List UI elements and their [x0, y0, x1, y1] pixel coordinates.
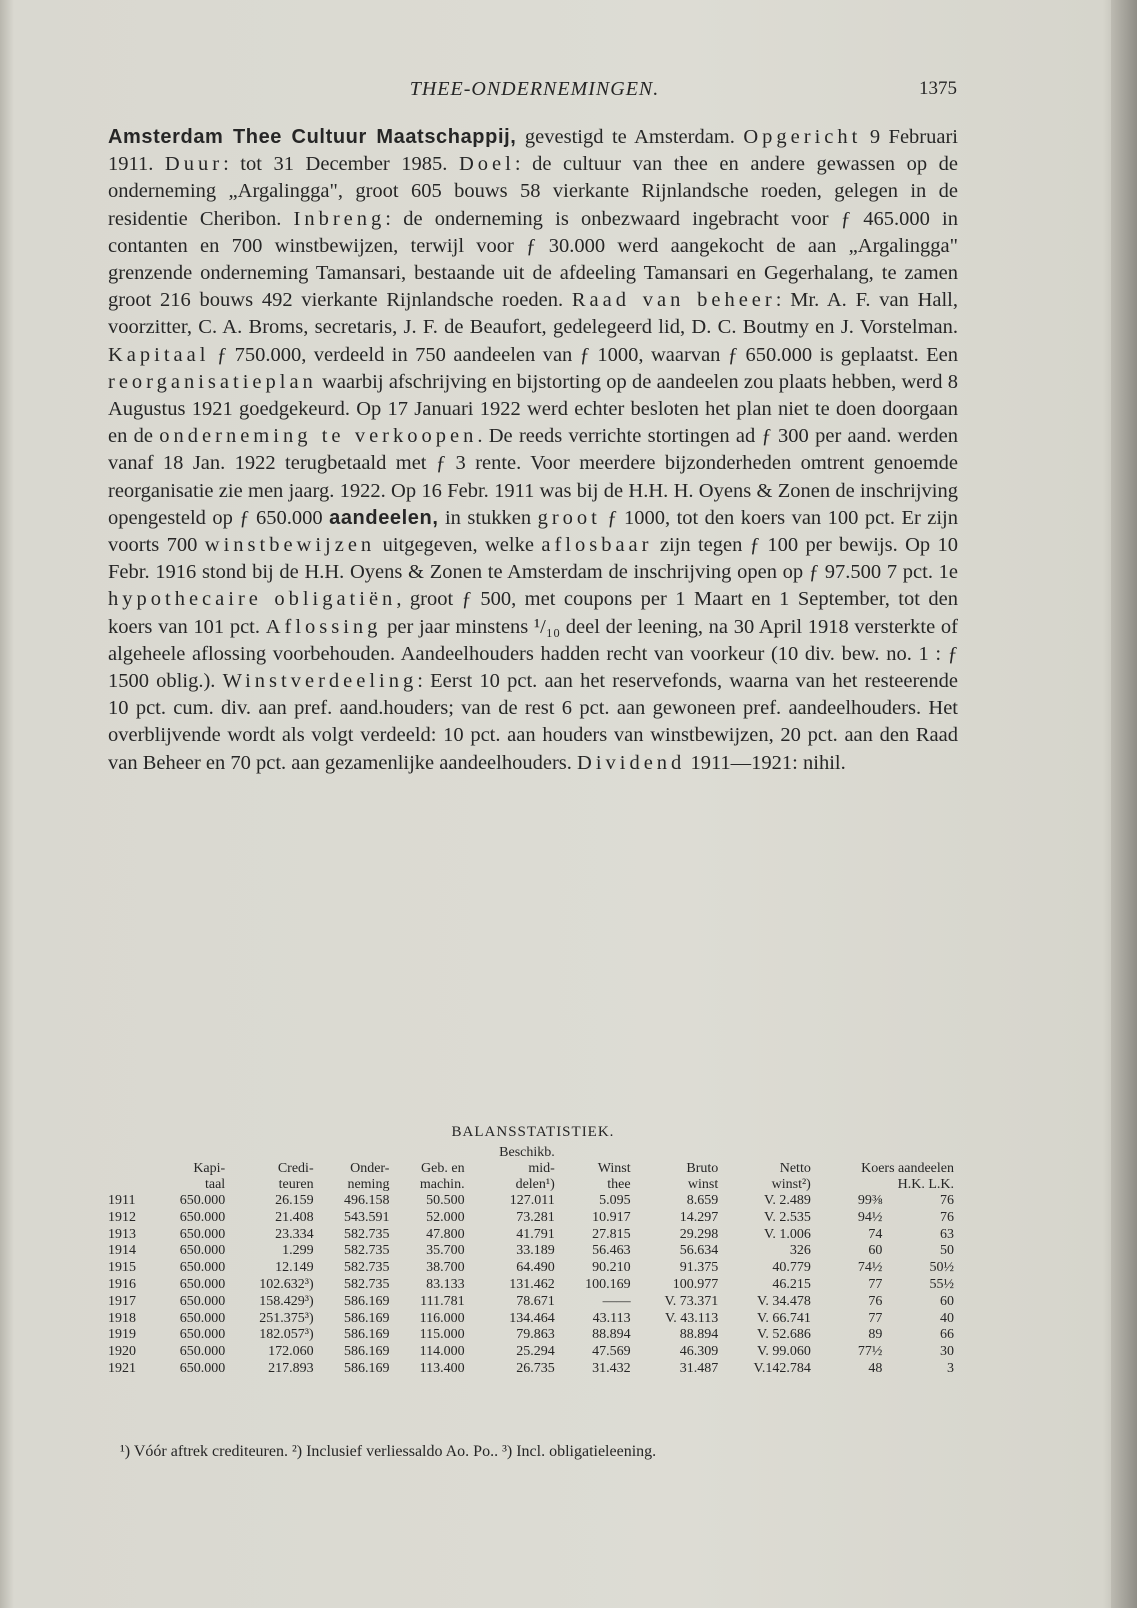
- table-cell: 89: [868, 1327, 883, 1343]
- table-cell: 23.334: [275, 1226, 314, 1242]
- spaced-keyword: Inbreng: [293, 207, 386, 230]
- table-cell: 127.011: [509, 1193, 555, 1208]
- table-row: [108, 1294, 958, 1311]
- table-cell: 586.169: [343, 1344, 390, 1360]
- table-cell: 114.000: [419, 1344, 465, 1360]
- table-cell: 31.487: [679, 1360, 719, 1376]
- table-cell: 94½: [857, 1209, 883, 1225]
- table-cell: 30: [940, 1344, 954, 1360]
- table-cell: 88.894: [592, 1327, 631, 1343]
- table-cell: V. 1.006: [764, 1226, 811, 1242]
- table-row: [108, 1311, 958, 1328]
- table-cell: 543.591: [343, 1209, 390, 1225]
- table-cell: 76: [940, 1209, 954, 1225]
- table-cell: 29.298: [679, 1226, 719, 1242]
- table-row: [108, 1344, 958, 1361]
- table-cell: 650.000: [179, 1327, 226, 1343]
- column-header: Geb. en machin.: [419, 1161, 465, 1192]
- table-cell: 582.735: [343, 1260, 390, 1276]
- table-row: [108, 1210, 958, 1227]
- balance-statistics: [108, 1124, 958, 1378]
- table-cell: 3: [947, 1360, 954, 1376]
- table-cell: 79.863: [516, 1327, 555, 1343]
- table-cell: 113.400: [419, 1360, 465, 1376]
- table-cell: 251.375³): [259, 1310, 314, 1326]
- table-cell: 158.429³): [259, 1293, 314, 1309]
- spaced-keyword: Opgericht: [743, 126, 862, 148]
- table-cell: V. 52.686: [757, 1327, 811, 1343]
- table-cell: 131.462: [509, 1276, 555, 1292]
- row-year: 1915: [108, 1260, 136, 1276]
- column-header: Beschikb. mid- delen¹): [499, 1145, 555, 1192]
- spaced-keyword: Duur: [164, 153, 224, 176]
- spaced-keyword: Winstverdeeling: [222, 670, 418, 693]
- table-cell: 60: [940, 1293, 954, 1309]
- paragraph-text: in stukken: [438, 506, 538, 529]
- table-cell: 100.169: [585, 1276, 631, 1292]
- table-cell: 91.375: [679, 1260, 719, 1276]
- table-cell: 650.000: [179, 1243, 226, 1259]
- paragraph-text: per jaar minstens ¹/₁₀ deel der leening, na 30 April 1918 versterkte of algeheele aflossing voorbehouden. Aandeelhouders hadden recht van voorkeur (10 div. bew. no. 1 : ƒ 1500 oblig.).: [108, 615, 958, 693]
- table-cell: 650.000: [179, 1209, 226, 1225]
- table-cell: 650.000: [179, 1226, 226, 1242]
- row-year: 1914: [108, 1243, 136, 1259]
- row-year: 1912: [108, 1209, 136, 1225]
- row-year: 1917: [108, 1293, 136, 1309]
- paragraph-text: ƒ 1000, tot den koers van 100 pct. Er zijn voorts 700: [108, 506, 958, 557]
- spaced-keyword: reorganisatieplan: [108, 370, 317, 393]
- paragraph-text: : de onderneming is onbezwaard ingebracht voor ƒ 465.000 in contanten en 700 winstbewijzen, terwijl voor ƒ 30.000 werd aangekocht de aan „Argalingga" grenzende onderneming Tamansari, bestaande uit de afdeeling Tamansari en Gegerhalang, te zamen groot 216 bouws 492 vierkante Rijnlandsche roeden.: [108, 207, 958, 312]
- table-cell: 650.000: [179, 1344, 226, 1360]
- column-header: Bruto winst: [686, 1161, 719, 1192]
- paragraph-text: : de cultuur van thee en andere gewassen op de onderneming „Argalingga", groot 605 bouws 58 vierkante Rijnlandsche roeden, gelegen in de residentie Cheribon.: [108, 153, 958, 230]
- table-cell: 26.735: [516, 1360, 555, 1376]
- table-cell: 182.057³): [259, 1327, 314, 1343]
- table-cell: 52.000: [426, 1209, 465, 1225]
- table-cell: V. 43.113: [664, 1310, 719, 1326]
- table-cell: 582.735: [343, 1243, 390, 1259]
- column-header: Netto winst²): [771, 1161, 811, 1192]
- company-paragraph: [108, 124, 958, 777]
- table-cell: 14.297: [679, 1209, 719, 1225]
- table-cell: 41.791: [516, 1226, 555, 1242]
- table-cell: 38.700: [426, 1260, 465, 1276]
- paragraph-text: , groot ƒ 500, met coupons per 1 Maart en 1 September, tot den koers van 101 pct.: [108, 588, 959, 638]
- table-row: [108, 1327, 958, 1344]
- table-cell: ——: [602, 1293, 631, 1309]
- table-cell: 586.169: [343, 1360, 390, 1376]
- table-cell: 77½: [857, 1344, 883, 1360]
- table-cell: 26.159: [275, 1193, 314, 1208]
- table-cell: 102.632³): [259, 1276, 314, 1292]
- table-cell: 55½: [929, 1276, 954, 1292]
- table-cell: 40.779: [772, 1260, 811, 1276]
- paragraph-text: uitgegeven, welke: [375, 534, 542, 557]
- column-header: [108, 1145, 153, 1193]
- table-cell: 650.000: [179, 1360, 226, 1376]
- table-cell: V.142.784: [753, 1360, 811, 1376]
- spaced-keyword: Aflossing: [265, 615, 382, 638]
- table-cell: 77: [868, 1276, 883, 1292]
- spaced-keyword: Raad van beheer: [571, 289, 776, 312]
- paragraph-text: 1911—1921: nihil.: [685, 751, 846, 774]
- company-entry: [108, 124, 958, 777]
- table-cell: 60: [868, 1243, 883, 1259]
- table-cell: 586.169: [343, 1327, 390, 1343]
- table-cell: 99⅜: [857, 1193, 883, 1208]
- table-cell: V. 2.489: [764, 1193, 811, 1208]
- spaced-keyword: Dividend: [577, 751, 686, 774]
- table-cell: 66: [940, 1327, 954, 1343]
- table-cell: 650.000: [179, 1310, 226, 1326]
- table-cell: 172.060: [268, 1344, 314, 1360]
- table-cell: V. 73.371: [664, 1293, 719, 1309]
- table-row: [108, 1277, 958, 1294]
- spaced-keyword: hypothecaire obligatiën: [108, 588, 397, 611]
- table-cell: 1.299: [282, 1243, 314, 1259]
- table-cell: 586.169: [343, 1293, 390, 1309]
- row-year: 1919: [108, 1327, 136, 1343]
- table-cell: 586.169: [343, 1310, 390, 1326]
- table-cell: 56.463: [592, 1243, 631, 1259]
- table-cell: 326: [789, 1243, 811, 1259]
- table-cell: 582.735: [343, 1226, 390, 1242]
- spaced-keyword: Doel: [458, 153, 515, 176]
- table-cell: 27.815: [592, 1226, 631, 1242]
- table-cell: 46.215: [772, 1276, 811, 1292]
- table-cell: 63: [940, 1226, 954, 1242]
- table-header-row: [108, 1145, 958, 1193]
- table-cell: 582.735: [343, 1276, 390, 1292]
- table-row: [108, 1227, 958, 1244]
- table-cell: 46.309: [679, 1344, 719, 1360]
- footnote: ¹) Vóór aftrek crediteuren. ²) Inclusief verliessaldo Ao. Po.. ³) Incl. obligatieleening.: [120, 1443, 657, 1460]
- table-cell: 78.671: [516, 1293, 555, 1309]
- row-year: 1921: [108, 1360, 136, 1376]
- table-cell: 50: [940, 1243, 954, 1259]
- column-header: Koers aandeelen H.K. L.K.: [861, 1161, 954, 1192]
- table-cell: 111.781: [420, 1293, 465, 1309]
- row-year: 1911: [108, 1193, 136, 1208]
- paragraph-text: zijn tegen ƒ 100 per bewijs. Op 10 Febr. 1916 stond bij de H.H. Oyens & Zonen te Amsterdam de inschrijving open op ƒ 97.500 7 pct. 1e: [108, 534, 959, 584]
- paragraph-text: : Mr. A. F. van Hall, voorzitter, C. A. Broms, secretaris, J. F. de Beaufort, gedelegeerd lid, D. C. Boutmy en J. Vorstelman.: [108, 289, 958, 339]
- table-cell: V. 99.060: [757, 1344, 811, 1360]
- table-cell: 73.281: [516, 1209, 555, 1225]
- table-cell: 43.113: [592, 1310, 631, 1326]
- table-cell: 8.659: [686, 1193, 719, 1208]
- table-cell: 74: [868, 1226, 883, 1242]
- table-cell: 134.464: [509, 1310, 555, 1326]
- column-header: Credi- teuren: [277, 1161, 314, 1192]
- table-cell: 115.000: [419, 1327, 465, 1343]
- paragraph-text: ƒ 750.000, verdeeld in 750 aandeelen van ƒ 1000, waarvan ƒ 650.000 is geplaatst. Een: [209, 343, 958, 366]
- table-cell: 88.894: [679, 1327, 719, 1343]
- table-cell: 56.634: [679, 1243, 719, 1259]
- paragraph-text: . De reeds verrichte stortingen ad ƒ 300 per aand. werden vanaf 18 Jan. 1922 terugbetaald met ƒ 3 rente. Voor meerdere bijzonderheden omtrent genoemde reorganisatie zie men jaarg. 1922. Op 16 Febr. 1911 was bij de H.H. H. Oyens & Zonen de inschrijving opengesteld op ƒ 650.000: [108, 425, 958, 529]
- table-cell: 31.432: [592, 1360, 631, 1376]
- table-cell: 21.408: [275, 1209, 314, 1225]
- table-cell: 25.294: [516, 1344, 555, 1360]
- paragraph-text: : Eerst 10 pct. aan het reservefonds, waarna van het resteerende 10 pct. cum. div. aan pref. aand.houders; van de rest 6 pct. aan gewoneen pref. aandeelhouders. Het overblijvende wordt als volgt verdeeld: 10 pct. aan houders van winstbewijzen, 20 pct. aan den Raad van Beheer en 70 pct. aan gezamenlijke aandeelhouders.: [108, 670, 958, 774]
- table-cell: 48: [868, 1360, 883, 1376]
- table-row: [108, 1260, 958, 1277]
- row-year: 1920: [108, 1344, 136, 1360]
- table-cell: 650.000: [179, 1260, 226, 1276]
- spaced-keyword: aflosbaar: [541, 534, 653, 557]
- table-cell: 650.000: [179, 1293, 226, 1309]
- spaced-keyword: winstbewijzen: [204, 534, 376, 557]
- page-edge: [1111, 0, 1137, 1608]
- table-cell: 496.158: [343, 1193, 390, 1208]
- table-cell: 116.000: [419, 1310, 465, 1326]
- table-cell: 90.210: [592, 1260, 631, 1276]
- bold-keyword: aandeelen,: [329, 506, 439, 529]
- table-cell: 47.569: [592, 1344, 631, 1360]
- table-cell: 5.095: [599, 1193, 631, 1208]
- spaced-keyword: onderneming te verkoopen: [159, 425, 478, 448]
- paragraph-text: waarbij afschrijving en bijstorting op de aandeelen zou plaats hebben, werd 8 Augustus 1921 goedgekeurd. Op 17 Januari 1922 werd echter besloten het plan niet te doen doorgaan en de: [108, 370, 958, 448]
- table-cell: 64.490: [516, 1260, 555, 1276]
- table-row: [108, 1243, 958, 1260]
- table-body: [108, 1193, 958, 1378]
- page-number: 1375: [919, 78, 957, 99]
- table-row: [108, 1193, 958, 1210]
- table-cell: V. 2.535: [764, 1209, 811, 1225]
- table-cell: 100.977: [672, 1276, 719, 1292]
- row-year: 1913: [108, 1226, 136, 1242]
- table-cell: 10.917: [592, 1209, 631, 1225]
- table-cell: 83.133: [426, 1276, 465, 1292]
- balance-table: [108, 1145, 958, 1378]
- paragraph-text: gevestigd te Amsterdam.: [516, 126, 744, 148]
- header-title: THEE-ONDERNEMINGEN.: [409, 78, 660, 100]
- company-name: Amsterdam Thee Cultuur Maatschappij,: [108, 126, 517, 148]
- column-header: Winst thee: [597, 1161, 631, 1192]
- running-header: [112, 78, 957, 108]
- row-year: 1918: [108, 1310, 136, 1326]
- table-cell: 40: [940, 1310, 954, 1326]
- table-cell: 50.500: [426, 1193, 465, 1208]
- table-cell: 650.000: [179, 1276, 226, 1292]
- row-year: 1916: [108, 1276, 136, 1292]
- paragraph-text: 9 Februari 1911.: [108, 126, 959, 176]
- table-cell: 33.189: [516, 1243, 555, 1259]
- table-cell: V. 34.478: [757, 1293, 811, 1309]
- table-cell: 77: [868, 1310, 883, 1326]
- paragraph-text: : tot 31 December 1985.: [223, 153, 459, 176]
- table-cell: V. 66.741: [757, 1310, 811, 1326]
- table-cell: 76: [868, 1293, 883, 1309]
- table-row: [108, 1361, 958, 1378]
- table-cell: 217.893: [268, 1360, 314, 1376]
- spaced-keyword: Kapitaal: [108, 343, 210, 366]
- table-cell: 74½: [857, 1260, 883, 1276]
- table-cell: 76: [940, 1193, 954, 1208]
- spaced-keyword: groot: [537, 506, 601, 529]
- table-cell: 650.000: [179, 1193, 226, 1208]
- table-cell: 35.700: [426, 1243, 465, 1259]
- column-header: Kapi- taal: [193, 1161, 226, 1192]
- table-title: BALANSSTATISTIEK.: [451, 1124, 615, 1140]
- column-header: Onder- neming: [347, 1161, 390, 1192]
- table-cell: 50½: [929, 1260, 954, 1276]
- table-cell: 47.800: [426, 1226, 465, 1242]
- table-cell: 12.149: [275, 1260, 314, 1276]
